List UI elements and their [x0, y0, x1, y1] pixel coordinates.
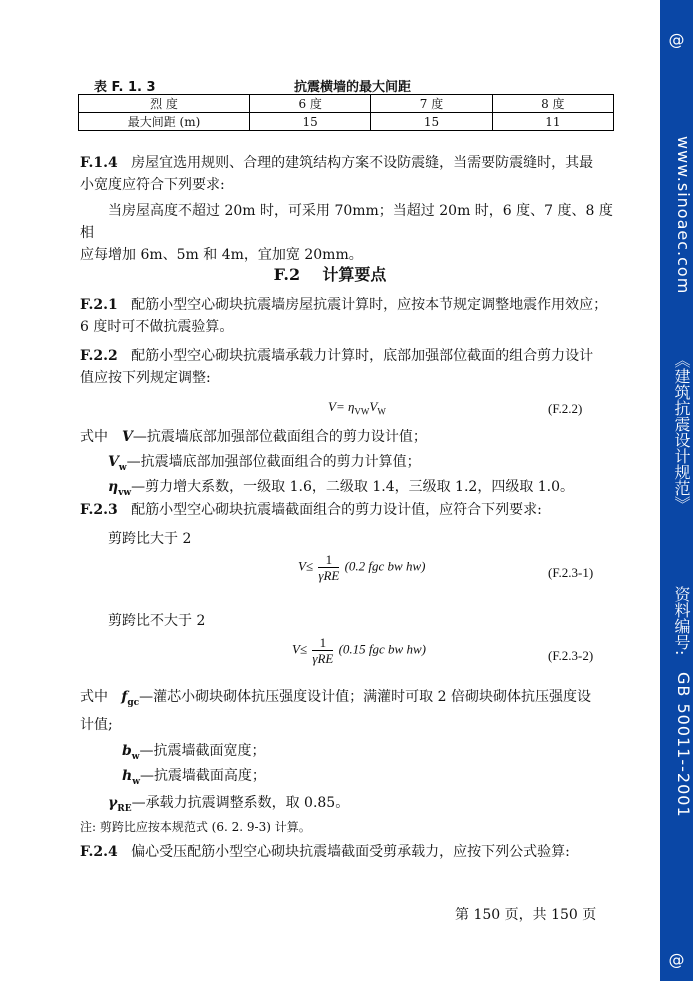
symbol: b — [122, 743, 132, 759]
where-label: 式中 — [80, 689, 108, 705]
table-cell: 烈 度 — [79, 95, 250, 113]
table-cell: 15 — [371, 113, 492, 131]
formula-sub: VW — [354, 406, 370, 417]
fraction — [318, 552, 339, 583]
clause-text: 配筋小型空心砌块抗震墙截面组合的剪力设计值，应符合下列要求: — [131, 502, 542, 518]
symbol: V — [122, 429, 133, 445]
table-cell: 15 — [250, 113, 371, 131]
symbol-sub: RE — [117, 803, 132, 814]
at-symbol-icon: @ — [668, 950, 685, 969]
symbol: f — [121, 689, 128, 705]
definition-text: —灌芯小砌块砌体抗压强度设计值；满灌时可取 2 倍砌块砌体抗压强度设 — [139, 689, 591, 705]
symbol: h — [122, 768, 133, 784]
clause-text: 配筋小型空心砌块抗震墙房屋抗震计算时，应按本节规定调整地震作用效应； — [131, 297, 608, 313]
definition-gamma — [108, 792, 349, 814]
paragraph-f14 — [80, 152, 614, 266]
symbol-sub: gc — [127, 697, 140, 708]
equation-number: (F.2.2) — [548, 401, 583, 416]
definition-text: —抗震墙底部加强部位截面组合的剪力计算值； — [126, 454, 421, 470]
symbol-sub: w — [131, 751, 140, 762]
sidebar-website: www.sinoaec.com — [674, 136, 693, 295]
definition-eta — [108, 476, 574, 498]
sidebar-doc-code: GB 50011--2001 — [674, 672, 693, 818]
case-label: 剪跨比大于 2 — [108, 531, 192, 547]
case-label: 剪跨比不大于 2 — [108, 613, 206, 629]
clause-text: 偏心受压配筋小型空心砌块抗震墙截面受剪承载力，应按下列公式验算: — [131, 844, 570, 860]
clause-text: 配筋小型空心砌块抗震墙承载力计算时，底部加强部位截面的组合剪力设计 — [131, 348, 594, 364]
formula-f23-1 — [298, 552, 425, 583]
numerator: 1 — [312, 635, 333, 651]
definition-text: 计值; — [80, 716, 113, 733]
definition-text: —抗震墙截面高度； — [139, 768, 266, 784]
clause-text: 房屋宜选用规则、合理的建筑结构方案不设防震缝，当需要防震缝时，其最 — [131, 155, 594, 171]
clause-text: 6 度时可不做抗震验算。 — [80, 319, 234, 335]
definition-fgc — [80, 686, 614, 736]
denominator: γRE — [312, 651, 334, 666]
clause-label: F.2.1 — [80, 297, 118, 313]
sidebar-doc-label: 资料编号: — [672, 586, 691, 656]
symbol-sub: w — [118, 462, 127, 473]
watermark-sidebar — [660, 0, 693, 981]
definition-v — [122, 426, 427, 446]
where-label: 式中 — [80, 429, 108, 445]
definition-bw — [122, 740, 266, 762]
formula-main: V= η — [328, 399, 355, 414]
clause-label: F.2.2 — [80, 348, 118, 364]
symbol: γ — [108, 795, 118, 811]
table-cell: 6 度 — [250, 95, 371, 113]
definition-text: —剪力增大系数，一级取 1.6，二级取 1.4，三级取 1.2，四级取 1.0。 — [131, 479, 575, 495]
formula-tail-sub: W — [377, 406, 386, 417]
paragraph-f21 — [80, 294, 614, 338]
section-heading: F.2 计算要点 — [273, 265, 387, 284]
table-title: 抗震横墙的最大间距 — [294, 80, 412, 95]
symbol-sub: w — [132, 776, 140, 787]
numerator: 1 — [318, 552, 339, 568]
symbol: V — [108, 454, 119, 470]
definition-hw — [122, 765, 266, 787]
formula-lhs: V≤ — [292, 641, 308, 657]
clause-label: F.2.4 — [80, 844, 118, 860]
spacing-table — [78, 94, 614, 131]
table-cell: 7 度 — [371, 95, 492, 113]
definition-vw — [108, 451, 421, 473]
page-footer: 第 150 页，共 150 页 — [455, 907, 597, 923]
table-cell: 11 — [492, 113, 613, 131]
formula-lhs: V≤ — [298, 558, 314, 574]
formula-rhs: (0.2 fgc bw hw) — [344, 558, 426, 574]
fraction — [312, 635, 333, 666]
at-symbol-icon: @ — [668, 30, 685, 49]
table-row — [79, 113, 614, 131]
table-cell: 最大间距 (m) — [79, 113, 250, 131]
clause-text: 小宽度应符合下列要求: — [80, 177, 225, 193]
paragraph-f24 — [80, 841, 614, 863]
paragraph-f22 — [80, 345, 614, 389]
formula-tail: V — [369, 399, 378, 414]
clause-label: F.1.4 — [80, 155, 118, 171]
clause-text: 应每增加 6m、5m 和 4m，宜加宽 20mm。 — [80, 247, 363, 263]
sidebar-book-title: 《建筑抗震设计规范》 — [672, 352, 691, 512]
denominator: γRE — [318, 568, 340, 583]
formula-f23-2 — [292, 635, 426, 666]
clause-label: F.2.3 — [80, 502, 118, 518]
formula-rhs: (0.15 fgc bw hw) — [338, 641, 426, 657]
table-header-row — [79, 95, 614, 113]
symbol-sub: vw — [118, 487, 132, 498]
formula-f22 — [328, 399, 386, 417]
clause-text: 值应按下列规定调整: — [80, 370, 211, 386]
note: 注: 剪跨比应按本规范式 (6. 2. 9-3) 计算。 — [80, 820, 311, 834]
equation-number: (F.2.3-2) — [548, 648, 594, 663]
definition-text: —抗震墙截面宽度； — [139, 743, 266, 759]
definition-text: —抗震墙底部加强部位截面组合的剪力设计值； — [132, 429, 427, 445]
clause-text: 当房屋高度不超过 20m 时，可采用 70mm；当超过 20m 时，6 度、7 度、8 度相 — [80, 203, 613, 241]
paragraph-f23 — [80, 499, 614, 521]
equation-number: (F.2.3-1) — [548, 565, 594, 580]
table-cell: 8 度 — [492, 95, 613, 113]
definition-text: —承载力抗震调整系数，取 0.85。 — [131, 795, 350, 811]
symbol: η — [108, 479, 119, 495]
table-number: 表 F. 1. 3 — [94, 80, 156, 95]
